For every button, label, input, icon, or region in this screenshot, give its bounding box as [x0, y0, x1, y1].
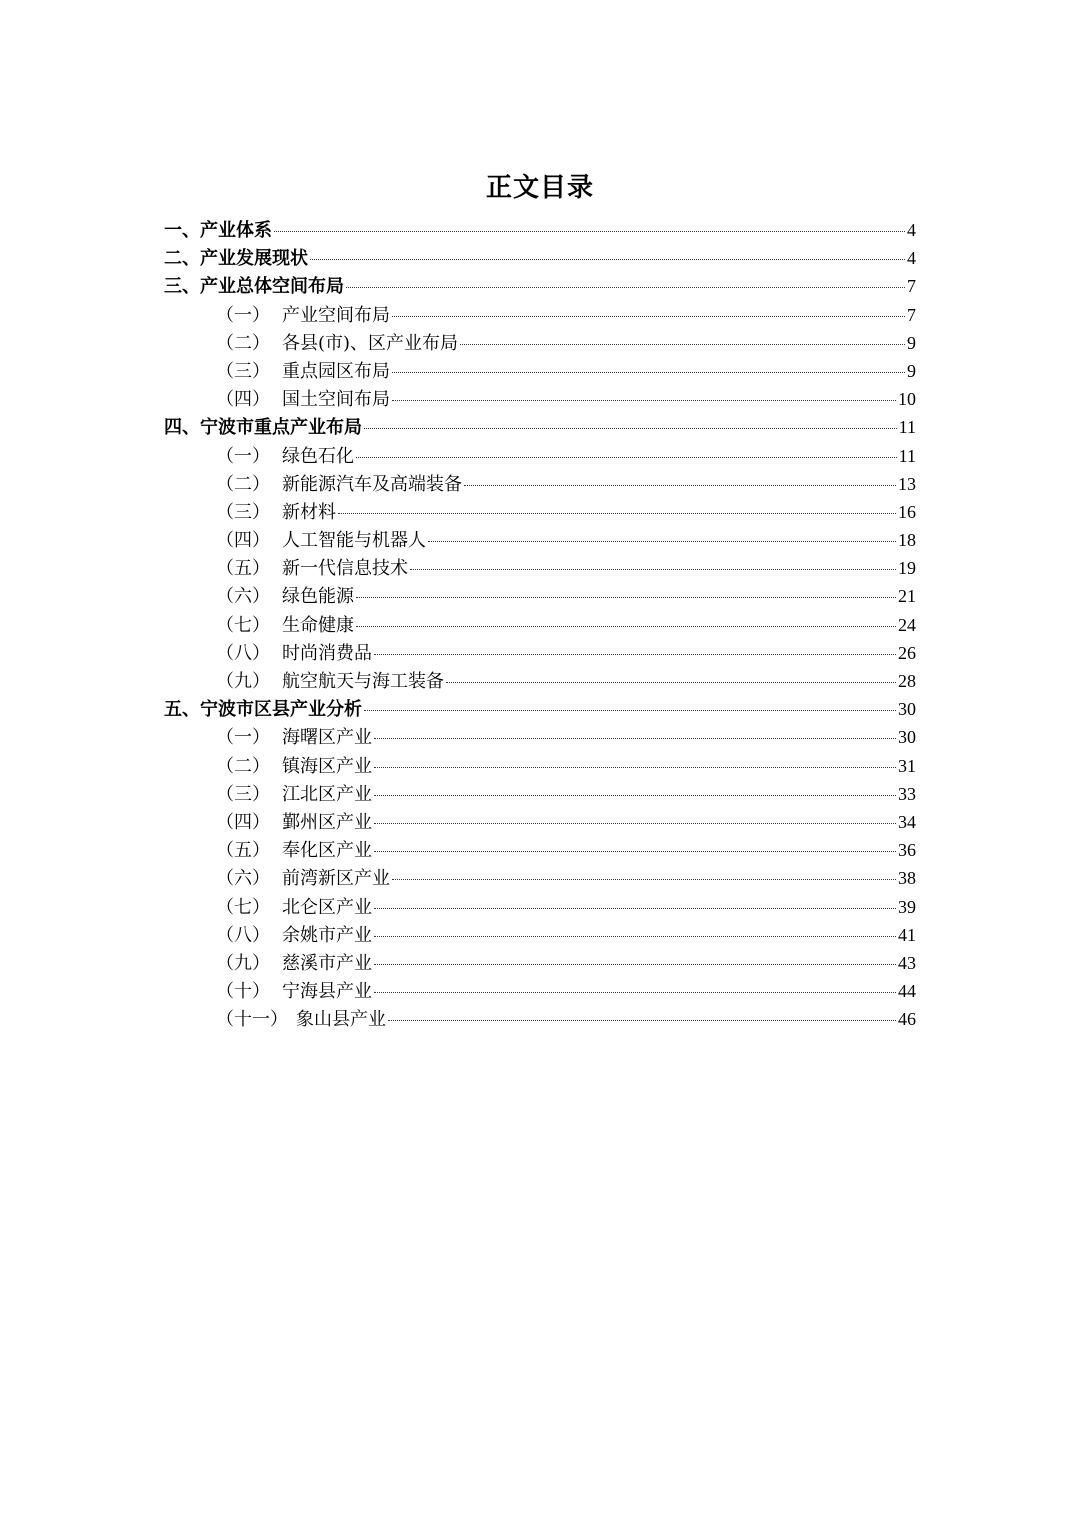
- toc-entry-number: （五）: [216, 558, 270, 580]
- toc-chapter-entry[interactable]: [164, 413, 916, 441]
- toc-entry-number: （二）: [216, 473, 270, 495]
- toc-entry-number: （四）: [216, 530, 270, 552]
- toc-dot-leader: [374, 908, 896, 909]
- toc-entry-title: 余姚市产业: [282, 924, 372, 946]
- toc-page-number: 10: [898, 389, 916, 410]
- toc-entry-title: 北仑区产业: [282, 896, 372, 918]
- toc-entry-title: 鄞州区产业: [282, 811, 372, 833]
- toc-entry-number: （六）: [216, 586, 270, 608]
- toc-entry-number: （二）: [216, 755, 270, 777]
- toc-entry-title: 绿色能源: [282, 586, 354, 608]
- toc-dot-leader: [374, 964, 896, 965]
- toc-page-number: 30: [898, 727, 916, 748]
- toc-chapter-entry[interactable]: [164, 272, 916, 300]
- toc-entry-number: 二、: [164, 248, 200, 270]
- toc-entry-title: 江北区产业: [282, 783, 372, 805]
- toc-page-number: 31: [898, 755, 916, 776]
- toc-page-number: 11: [898, 417, 916, 438]
- toc-section-entry[interactable]: [164, 357, 916, 385]
- toc-dot-leader: [356, 597, 896, 598]
- toc-entry-number: （一）: [216, 304, 270, 326]
- toc-dot-leader: [356, 457, 897, 458]
- toc-dot-leader: [374, 795, 896, 796]
- toc-entry-number: 一、: [164, 220, 200, 241]
- toc-entry-title: 各县(市)、区产业布局: [282, 332, 459, 354]
- toc-entry-title: 产业空间布局: [282, 304, 390, 326]
- toc-entry-title: 新一代信息技术: [282, 558, 408, 580]
- toc-section-entry[interactable]: [164, 921, 916, 949]
- toc-section-entry[interactable]: [164, 385, 916, 413]
- toc-entry-number: （三）: [216, 360, 270, 382]
- toc-page-number: 4: [907, 220, 916, 240]
- toc-entry-number: （七）: [216, 896, 270, 918]
- toc-dot-leader: [392, 400, 896, 401]
- toc-section-entry[interactable]: [164, 554, 916, 582]
- toc-page-number: 33: [898, 783, 916, 804]
- toc-dot-leader: [310, 259, 905, 260]
- toc-entry-title: 航空航天与海工装备: [282, 671, 444, 692]
- toc-page-number: 43: [898, 952, 916, 973]
- toc-chapter-entry[interactable]: [164, 244, 916, 272]
- toc-section-entry[interactable]: [164, 808, 916, 836]
- toc-entry-number: （四）: [216, 811, 270, 833]
- toc-page-number: 46: [898, 1009, 916, 1030]
- toc-dot-leader: [356, 626, 896, 627]
- toc-dot-leader: [460, 344, 905, 345]
- toc-dot-leader: [346, 287, 905, 288]
- toc-entry-number: （七）: [216, 614, 270, 636]
- toc-dot-leader: [374, 936, 896, 937]
- toc-section-entry[interactable]: [164, 442, 916, 470]
- toc-page-number: 41: [898, 924, 916, 945]
- toc-dot-leader: [388, 1020, 896, 1021]
- toc-entry-title: 慈溪市产业: [282, 952, 372, 974]
- toc-page-number: 13: [898, 473, 916, 494]
- toc-dot-leader: [364, 710, 896, 711]
- toc-dot-leader: [338, 513, 896, 514]
- toc-dot-leader: [392, 316, 905, 317]
- toc-entry-number: （十）: [216, 981, 270, 1003]
- toc-entry-title: 宁海县产业: [282, 981, 372, 1003]
- toc-entry-number: （十一）: [216, 1009, 288, 1031]
- toc-page-number: 44: [898, 981, 916, 1002]
- toc-dot-leader: [274, 231, 905, 232]
- toc-entry-title: 产业体系: [200, 220, 272, 241]
- toc-entry-number: （八）: [216, 924, 270, 946]
- toc-dot-leader: [374, 738, 896, 739]
- toc-dot-leader: [374, 851, 896, 852]
- toc-entry-number: （六）: [216, 868, 270, 890]
- toc-page-number: 24: [898, 614, 916, 635]
- toc-entry-number: （二）: [216, 332, 270, 354]
- toc-dot-leader: [364, 428, 897, 429]
- toc-page-number: 7: [907, 304, 916, 325]
- toc-section-entry[interactable]: [164, 329, 916, 357]
- toc-entry-title: 绿色石化: [282, 445, 354, 467]
- toc-entry-title: 奉化区产业: [282, 840, 372, 862]
- toc-page-number: 7: [907, 276, 916, 297]
- toc-page-number: 4: [907, 248, 916, 269]
- toc-entry-title: 产业发展现状: [200, 248, 308, 270]
- toc-dot-leader: [374, 654, 896, 655]
- toc-entry-title: 产业总体空间布局: [200, 276, 344, 298]
- toc-dot-leader: [428, 541, 896, 542]
- toc-chapter-entry[interactable]: [164, 695, 916, 723]
- toc-entry-number: （五）: [216, 840, 270, 862]
- toc-dot-leader: [392, 372, 905, 373]
- toc-section-entry[interactable]: [164, 667, 916, 695]
- toc-page-number: 30: [898, 699, 916, 720]
- toc-entry-title: 新能源汽车及高端装备: [282, 473, 462, 495]
- toc-dot-leader: [374, 767, 896, 768]
- toc-section-entry[interactable]: [164, 836, 916, 864]
- toc-entry-number: （三）: [216, 783, 270, 805]
- toc-entry-title: 国土空间布局: [282, 389, 390, 411]
- toc-page-number: 28: [898, 671, 916, 691]
- toc-section-entry[interactable]: [164, 611, 916, 639]
- toc-entry-number: （四）: [216, 389, 270, 411]
- toc-section-entry[interactable]: [164, 723, 916, 751]
- toc-page-number: 9: [907, 360, 916, 381]
- toc-entry-title: 宁波市重点产业布局: [200, 417, 362, 439]
- toc-dot-leader: [392, 879, 896, 880]
- toc-section-entry[interactable]: [164, 301, 916, 329]
- toc-page-number: 19: [898, 558, 916, 579]
- toc-entry-title: 重点园区布局: [282, 360, 390, 382]
- toc-entry-number: （八）: [216, 642, 270, 664]
- toc-entry-number: 四、: [164, 417, 200, 439]
- toc-dot-leader: [374, 823, 896, 824]
- toc-section-entry[interactable]: [164, 864, 916, 892]
- toc-page-number: 26: [898, 642, 916, 663]
- toc-section-entry[interactable]: [164, 1005, 916, 1033]
- toc-entry-number: （三）: [216, 501, 270, 523]
- toc-page-number: 11: [898, 445, 916, 466]
- toc-entry-number: （一）: [216, 727, 270, 749]
- toc-section-entry[interactable]: [164, 498, 916, 526]
- toc-page-number: 34: [898, 811, 916, 832]
- toc-section-entry[interactable]: [164, 639, 916, 667]
- toc-chapter-entry[interactable]: [164, 216, 916, 244]
- toc-section-entry[interactable]: [164, 752, 916, 780]
- toc-page-number: 16: [898, 501, 916, 522]
- toc-entry-title: 生命健康: [282, 614, 354, 636]
- toc-entry-number: 三、: [164, 276, 200, 298]
- toc-dot-leader: [374, 992, 896, 993]
- page-title: 正文目录: [485, 173, 594, 203]
- toc-entry-number: （九）: [216, 671, 270, 692]
- toc-section-entry[interactable]: [164, 582, 916, 610]
- toc-entry-title: 时尚消费品: [282, 642, 372, 664]
- table-of-contents: [164, 216, 916, 1033]
- toc-page-number: 18: [898, 530, 916, 551]
- toc-entry-title: 海曙区产业: [282, 727, 372, 749]
- toc-entry-title: 新材料: [282, 501, 336, 523]
- toc-entry-number: （一）: [216, 445, 270, 467]
- toc-entry-title: 镇海区产业: [282, 755, 372, 777]
- toc-section-entry[interactable]: [164, 949, 916, 977]
- toc-entry-number: 五、: [164, 699, 200, 721]
- toc-page-number: 39: [898, 896, 916, 917]
- toc-section-entry[interactable]: [164, 780, 916, 808]
- toc-dot-leader: [464, 485, 896, 486]
- toc-page-number: 38: [898, 868, 916, 889]
- toc-entry-title: 前湾新区产业: [282, 868, 390, 890]
- toc-page-number: 9: [907, 332, 916, 353]
- toc-entry-title: 宁波市区县产业分析: [200, 699, 362, 721]
- toc-page-number: 36: [898, 840, 916, 861]
- toc-section-entry[interactable]: [164, 977, 916, 1005]
- toc-section-entry[interactable]: [164, 893, 916, 921]
- toc-dot-leader: [410, 569, 896, 570]
- toc-entry-number: （九）: [216, 952, 270, 974]
- toc-entry-title: 象山县产业: [296, 1009, 386, 1031]
- toc-section-entry[interactable]: [164, 470, 916, 498]
- toc-dot-leader: [446, 682, 896, 683]
- toc-section-entry[interactable]: [164, 526, 916, 554]
- toc-entry-title: 人工智能与机器人: [282, 530, 426, 552]
- toc-page-number: 21: [898, 586, 916, 607]
